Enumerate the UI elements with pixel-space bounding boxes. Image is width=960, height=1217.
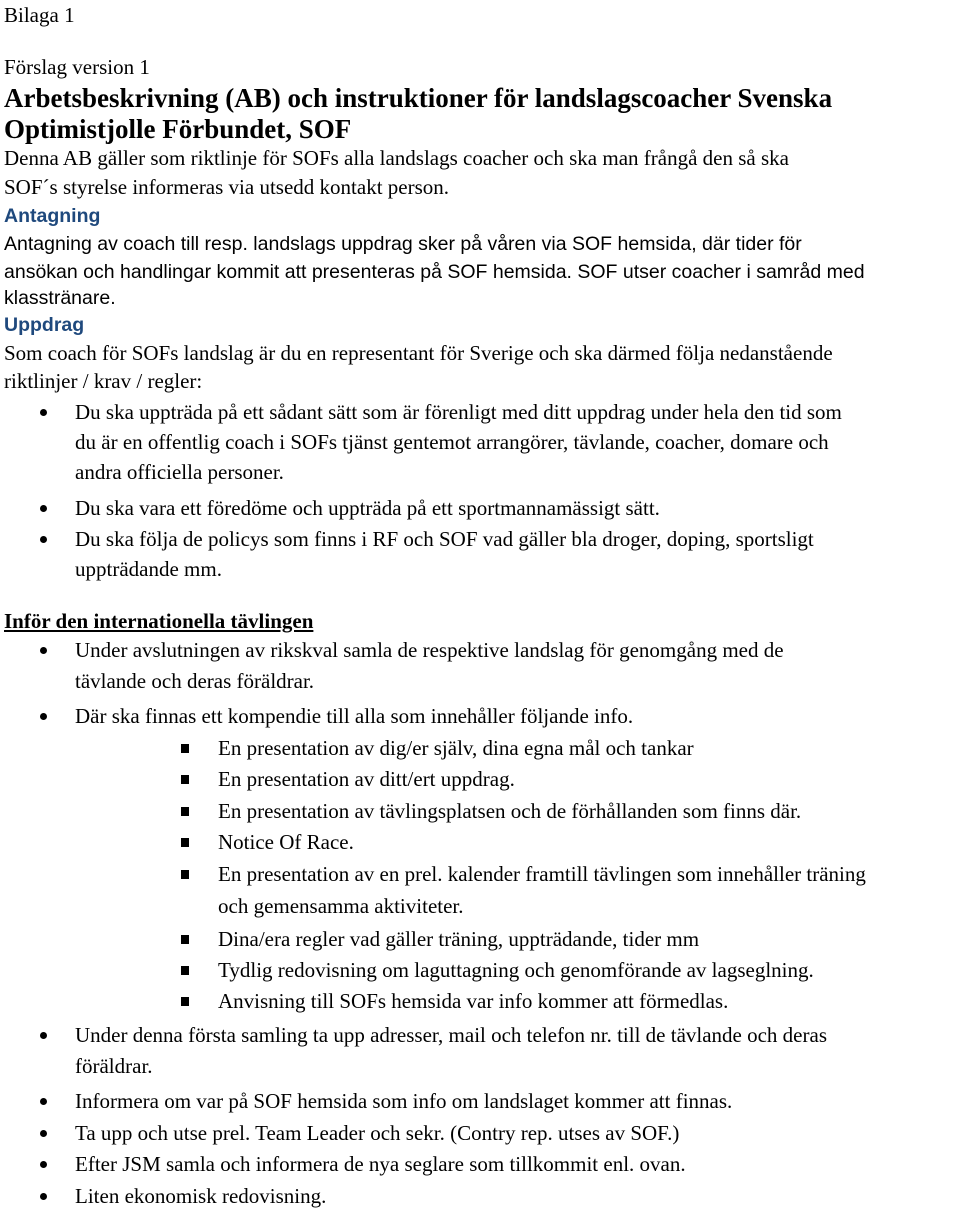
sub-list-item-text: Anvisning till SOFs hemsida var info kommer att förmedlas. xyxy=(218,989,729,1013)
list-item-text: Du ska uppträda på ett sådant sätt som är förenligt med ditt uppdrag under hela den tid som xyxy=(75,400,842,424)
list-item-text: Under denna första samling ta upp adresser, mail och telefon nr. till de tävlande och deras xyxy=(75,1023,827,1047)
list-item-text: Du ska följa de policys som finns i RF och SOF vad gäller bla droger, doping, sportsligt xyxy=(75,527,814,551)
sub-list-item-text: En presentation av dig/er själv, dina egna mål och tankar xyxy=(218,736,694,760)
list-item-text: tävlande och deras föräldrar. xyxy=(75,669,315,693)
list-item-text: andra officiella personer. xyxy=(75,460,284,484)
sub-list-item-text: En presentation av ditt/ert uppdrag. xyxy=(218,767,515,791)
appendix-label: Bilaga 1 xyxy=(4,3,75,27)
bullet-icon xyxy=(40,647,47,654)
bullet-icon xyxy=(40,1032,47,1039)
intro-line-2: SOF´s styrelse informeras via utsedd kontakt person. xyxy=(4,175,450,199)
document-title-line-1: Arbetsbeskrivning (AB) och instruktioner för landslagscoacher Svenska xyxy=(4,83,833,113)
bullet-icon xyxy=(40,505,47,512)
antagning-line-3: klasstränare. xyxy=(4,287,116,309)
bullet-icon xyxy=(40,1161,47,1168)
sub-list-item-text: En presentation av en prel. kalender framtill tävlingen som innehåller träning xyxy=(218,862,866,886)
list-item-text: Informera om var på SOF hemsida som info om landslaget kommer att finnas. xyxy=(75,1089,733,1113)
document-title-line-2: Optimistjolle Förbundet, SOF xyxy=(4,114,352,144)
list-item-text: uppträdande mm. xyxy=(75,557,222,581)
list-item-text: Där ska finnas ett kompendie till alla som innehåller följande info. xyxy=(75,704,634,728)
square-bullet-icon xyxy=(181,775,189,784)
intro-line-1: Denna AB gäller som riktlinje för SOFs alla landslags coacher och ska man frångå den så ska xyxy=(4,146,789,170)
list-item-text: Under avslutningen av rikskval samla de respektive landslag för genomgång med de xyxy=(75,638,784,662)
square-bullet-icon xyxy=(181,744,189,753)
antagning-line-1: Antagning av coach till resp. landslags uppdrag sker på våren via SOF hemsida, där tider för xyxy=(4,233,802,255)
square-bullet-icon xyxy=(181,966,189,975)
list-item-text: föräldrar. xyxy=(75,1054,153,1078)
version-label: Förslag version 1 xyxy=(4,55,150,79)
square-bullet-icon xyxy=(181,807,189,816)
sub-list-item-text: Tydlig redovisning om laguttagning och genomförande av lagseglning. xyxy=(218,958,814,982)
list-item-text: Ta upp och utse prel. Team Leader och sekr. (Contry rep. utses av SOF.) xyxy=(75,1121,680,1145)
list-item-text: du är en offentlig coach i SOFs tjänst gentemot arrangörer, tävlande, coacher, domare och xyxy=(75,430,829,454)
bullet-icon xyxy=(40,536,47,543)
sub-list-item-text: och gemensamma aktiviteter. xyxy=(218,894,464,918)
sub-list-item-text: Notice Of Race. xyxy=(218,830,354,854)
sub-list-item-text: Dina/era regler vad gäller träning, uppträdande, tider mm xyxy=(218,927,700,951)
list-item-text: Liten ekonomisk redovisning. xyxy=(75,1184,327,1208)
uppdrag-line-1: Som coach för SOFs landslag är du en representant för Sverige och ska därmed följa nedanstående xyxy=(4,341,833,365)
list-item-text: Efter JSM samla och informera de nya seglare som tillkommit enl. ovan. xyxy=(75,1152,686,1176)
bullet-icon xyxy=(40,409,47,416)
section-heading-antagning: Antagning xyxy=(4,205,101,227)
bullet-icon xyxy=(40,713,47,720)
list-item-text: Du ska vara ett föredöme och uppträda på ett sportmannamässigt sätt. xyxy=(75,496,660,520)
bullet-icon xyxy=(40,1130,47,1137)
bullet-icon xyxy=(40,1193,47,1200)
section-heading-infor: Inför den internationella tävlingen xyxy=(4,609,314,633)
section-heading-uppdrag: Uppdrag xyxy=(4,314,85,336)
antagning-line-2: ansökan och handlingar kommit att presenteras på SOF hemsida. SOF utser coacher i samråd med xyxy=(4,261,865,283)
bullet-icon xyxy=(40,1098,47,1105)
sub-list-item-text: En presentation av tävlingsplatsen och de förhållanden som finns där. xyxy=(218,799,802,823)
square-bullet-icon xyxy=(181,935,189,944)
square-bullet-icon xyxy=(181,838,189,847)
square-bullet-icon xyxy=(181,997,189,1006)
uppdrag-line-2: riktlinjer / krav / regler: xyxy=(4,369,203,393)
square-bullet-icon xyxy=(181,870,189,879)
